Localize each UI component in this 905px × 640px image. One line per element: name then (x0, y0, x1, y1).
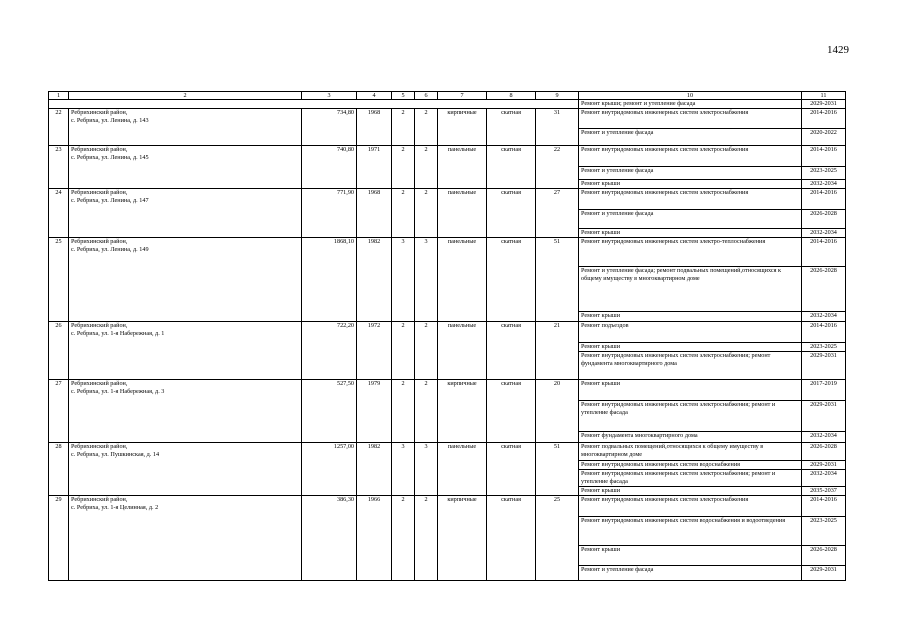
walls-material-cell: панельные (438, 146, 487, 189)
walls-material-cell: панельные (438, 238, 487, 322)
work-cell: Ремонт внутридомовых инженерных систем электроснабжения (579, 109, 802, 129)
address-line-2: с. Ребриха, ул. Ленина, д. 145 (71, 154, 149, 161)
walls-material-cell: панельные (438, 189, 487, 238)
column-header: 6 (415, 92, 438, 100)
year-cell: 1982 (357, 443, 392, 496)
work-cell: Ремонт крыши (579, 380, 802, 401)
period-cell: 2014-2016 (802, 238, 846, 267)
period-cell: 2023-2025 (802, 167, 846, 180)
area-cell: 1868,10 (302, 238, 357, 322)
address-cell (69, 238, 302, 322)
entrances-cell: 2 (415, 109, 438, 146)
area-cell: 740,80 (302, 146, 357, 189)
row-number: 23 (49, 146, 69, 189)
area-cell: 771,90 (302, 189, 357, 238)
address-cell (69, 380, 302, 443)
period-cell: 2023-2025 (802, 343, 846, 352)
period-cell: 2032-2034 (802, 180, 846, 189)
address-line-2: с. Ребриха, ул. Ленина, д. 143 (71, 117, 149, 124)
column-header: 10 (579, 92, 802, 100)
work-cell: Ремонт и утепление фасада (579, 167, 802, 180)
work-cell: Ремонт внутридомовых инженерных систем электроснабжения; ремонт и утепление фасада (579, 401, 802, 432)
period-cell: 2029-2031 (802, 100, 846, 109)
floors-cell: 2 (392, 189, 415, 238)
address-line-2: с. Ребриха, ул. 1-я Целинная, д. 2 (71, 504, 159, 511)
floors-cell: 3 (392, 238, 415, 322)
entrances-cell: 3 (415, 443, 438, 496)
address-line-1: Ребрихинский район, (71, 380, 128, 387)
row-number: 26 (49, 322, 69, 380)
work-cell: Ремонт крыши (579, 546, 802, 566)
floors-cell: 2 (392, 380, 415, 443)
period-cell: 2014-2016 (802, 189, 846, 210)
continuation-row (49, 100, 846, 109)
period-cell: 2020-2022 (802, 129, 846, 146)
row-number: 25 (49, 238, 69, 322)
floors-cell: 2 (392, 322, 415, 380)
year-cell: 1968 (357, 189, 392, 238)
column-header: 3 (302, 92, 357, 100)
column-header: 2 (69, 92, 302, 100)
roof-type-cell: скатная (487, 109, 536, 146)
work-cell: Ремонт внутридомовых инженерных систем водоснабжения (579, 461, 802, 470)
roof-type-cell: скатная (487, 322, 536, 380)
work-cell: Ремонт подвальных помещений,относящихся к общему имуществу в многоквартирном доме (579, 443, 802, 461)
walls-material-cell: панельные (438, 443, 487, 496)
address-cell (69, 109, 302, 146)
work-cell: Ремонт и утепление фасада (579, 129, 802, 146)
period-cell: 2026-2028 (802, 267, 846, 312)
work-cell: Ремонт и утепление фасада (579, 210, 802, 229)
walls-material-cell: панельные (438, 322, 487, 380)
area-cell: 1257,00 (302, 443, 357, 496)
period-cell: 2014-2016 (802, 109, 846, 129)
area-cell: 386,30 (302, 496, 357, 581)
roof-type-cell: скатная (487, 189, 536, 238)
work-cell: Ремонт фундамента многоквартирного дома (579, 432, 802, 443)
column-header: 1 (49, 92, 69, 100)
address-cell (69, 189, 302, 238)
work-cell: Ремонт внутридомовых инженерных систем электро-теплоснабжения (579, 238, 802, 267)
walls-material-cell: кирпичные (438, 109, 487, 146)
address-line-1: Ребрихинский район, (71, 238, 128, 245)
table-row (49, 322, 846, 343)
period-cell: 2032-2034 (802, 470, 846, 487)
entrances-cell: 2 (415, 322, 438, 380)
work-cell: Ремонт внутридомовых инженерных систем электроснабжения (579, 496, 802, 517)
work-cell: Ремонт внутридомовых инженерных систем электроснабжения (579, 189, 802, 210)
period-cell: 2032-2034 (802, 432, 846, 443)
period-cell: 2029-2031 (802, 352, 846, 380)
period-cell: 2023-2025 (802, 517, 846, 546)
roof-type-cell: скатная (487, 443, 536, 496)
year-cell: 1971 (357, 146, 392, 189)
table-row (49, 443, 846, 461)
address-line-2: с. Ребриха, ул. Ленина, д. 149 (71, 246, 149, 253)
work-cell: Ремонт крыши (579, 180, 802, 189)
row-number: 27 (49, 380, 69, 443)
period-cell: 2032-2034 (802, 312, 846, 322)
row-number: 29 (49, 496, 69, 581)
entrances-cell: 2 (415, 496, 438, 581)
table-row (49, 496, 846, 517)
year-cell: 1982 (357, 238, 392, 322)
address-line-1: Ребрихинский район, (71, 322, 128, 329)
year-cell: 1979 (357, 380, 392, 443)
row-number: 22 (49, 109, 69, 146)
address-line-2: с. Ребриха, ул. 1-я Набережная, д. 3 (71, 388, 165, 395)
period-cell: 2026-2028 (802, 546, 846, 566)
entrances-cell: 2 (415, 380, 438, 443)
column-header: 8 (487, 92, 536, 100)
work-cell: Ремонт крыши (579, 343, 802, 352)
work-cell: Ремонт внутридомовых инженерных систем электроснабжения (579, 146, 802, 167)
address-line-1: Ребрихинский район, (71, 146, 128, 153)
apartments-cell: 25 (536, 496, 579, 581)
apartments-cell: 22 (536, 146, 579, 189)
roof-type-cell: скатная (487, 146, 536, 189)
roof-type-cell: скатная (487, 496, 536, 581)
entrances-cell: 2 (415, 189, 438, 238)
address-cell (69, 443, 302, 496)
table-row (49, 146, 846, 167)
address-line-1: Ребрихинский район, (71, 496, 128, 503)
period-cell: 2029-2031 (802, 566, 846, 581)
floors-cell: 2 (392, 146, 415, 189)
row-number: 24 (49, 189, 69, 238)
apartments-cell: 20 (536, 380, 579, 443)
column-header: 4 (357, 92, 392, 100)
roof-type-cell: скатная (487, 238, 536, 322)
year-cell: 1972 (357, 322, 392, 380)
floors-cell: 3 (392, 443, 415, 496)
apartments-cell: 27 (536, 189, 579, 238)
period-cell: 2029-2031 (802, 461, 846, 470)
work-cell: Ремонт крыши; ремонт и утепление фасада (579, 100, 802, 109)
walls-material-cell: кирпичные (438, 496, 487, 581)
period-cell: 2017-2019 (802, 380, 846, 401)
apartments-cell: 51 (536, 443, 579, 496)
area-cell: 722,20 (302, 322, 357, 380)
table-row (49, 380, 846, 401)
apartments-cell: 21 (536, 322, 579, 380)
table-row (49, 109, 846, 129)
work-cell: Ремонт внутридомовых инженерных систем водоснабжения и водоотведения (579, 517, 802, 546)
entrances-cell: 3 (415, 238, 438, 322)
work-cell: Ремонт крыши (579, 229, 802, 238)
work-cell: Ремонт и утепление фасада; ремонт подвальных помещений,относящихся к общему имуществу в многоквартирном доме (579, 267, 802, 312)
work-cell: Ремонт внутридомовых инженерных систем электроснабжения; ремонт и утепление фасада (579, 470, 802, 487)
address-cell (69, 322, 302, 380)
address-line-1: Ребрихинский район, (71, 189, 128, 196)
area-cell: 734,80 (302, 109, 357, 146)
column-header: 5 (392, 92, 415, 100)
column-header: 7 (438, 92, 487, 100)
roof-type-cell: скатная (487, 380, 536, 443)
period-cell: 2035-2037 (802, 487, 846, 496)
work-cell: Ремонт и утепление фасада (579, 566, 802, 581)
address-line-1: Ребрихинский район, (71, 443, 128, 450)
period-cell: 2026-2028 (802, 443, 846, 461)
work-cell: Ремонт подъездов (579, 322, 802, 343)
period-cell: 2026-2028 (802, 210, 846, 229)
walls-material-cell: кирпичные (438, 380, 487, 443)
column-header: 9 (536, 92, 579, 100)
address-line-2: с. Ребриха, ул. 1-я Набережная, д. 1 (71, 330, 165, 337)
address-line-1: Ребрихинский район, (71, 109, 128, 116)
address-cell (69, 146, 302, 189)
address-line-2: с. Ребриха, ул. Пушкинская, д. 14 (71, 451, 160, 458)
repair-schedule-table (48, 91, 846, 581)
page-number: 1429 (827, 44, 849, 56)
table-row (49, 189, 846, 210)
floors-cell: 2 (392, 109, 415, 146)
area-cell: 527,50 (302, 380, 357, 443)
apartments-cell: 31 (536, 109, 579, 146)
period-cell: 2014-2016 (802, 146, 846, 167)
header-row (49, 92, 846, 100)
work-cell: Ремонт внутридомовых инженерных систем электроснабжения; ремонт фундамента многоквартирного дома (579, 352, 802, 380)
row-number: 28 (49, 443, 69, 496)
address-cell (69, 496, 302, 581)
work-cell: Ремонт крыши (579, 487, 802, 496)
address-line-2: с. Ребриха, ул. Ленина, д. 147 (71, 197, 149, 204)
work-cell: Ремонт крыши (579, 312, 802, 322)
period-cell: 2032-2034 (802, 229, 846, 238)
table-row (49, 238, 846, 267)
floors-cell: 2 (392, 496, 415, 581)
period-cell: 2014-2016 (802, 322, 846, 343)
column-header: 11 (802, 92, 846, 100)
period-cell: 2029-2031 (802, 401, 846, 432)
year-cell: 1968 (357, 109, 392, 146)
apartments-cell: 51 (536, 238, 579, 322)
period-cell: 2014-2016 (802, 496, 846, 517)
year-cell: 1966 (357, 496, 392, 581)
entrances-cell: 2 (415, 146, 438, 189)
